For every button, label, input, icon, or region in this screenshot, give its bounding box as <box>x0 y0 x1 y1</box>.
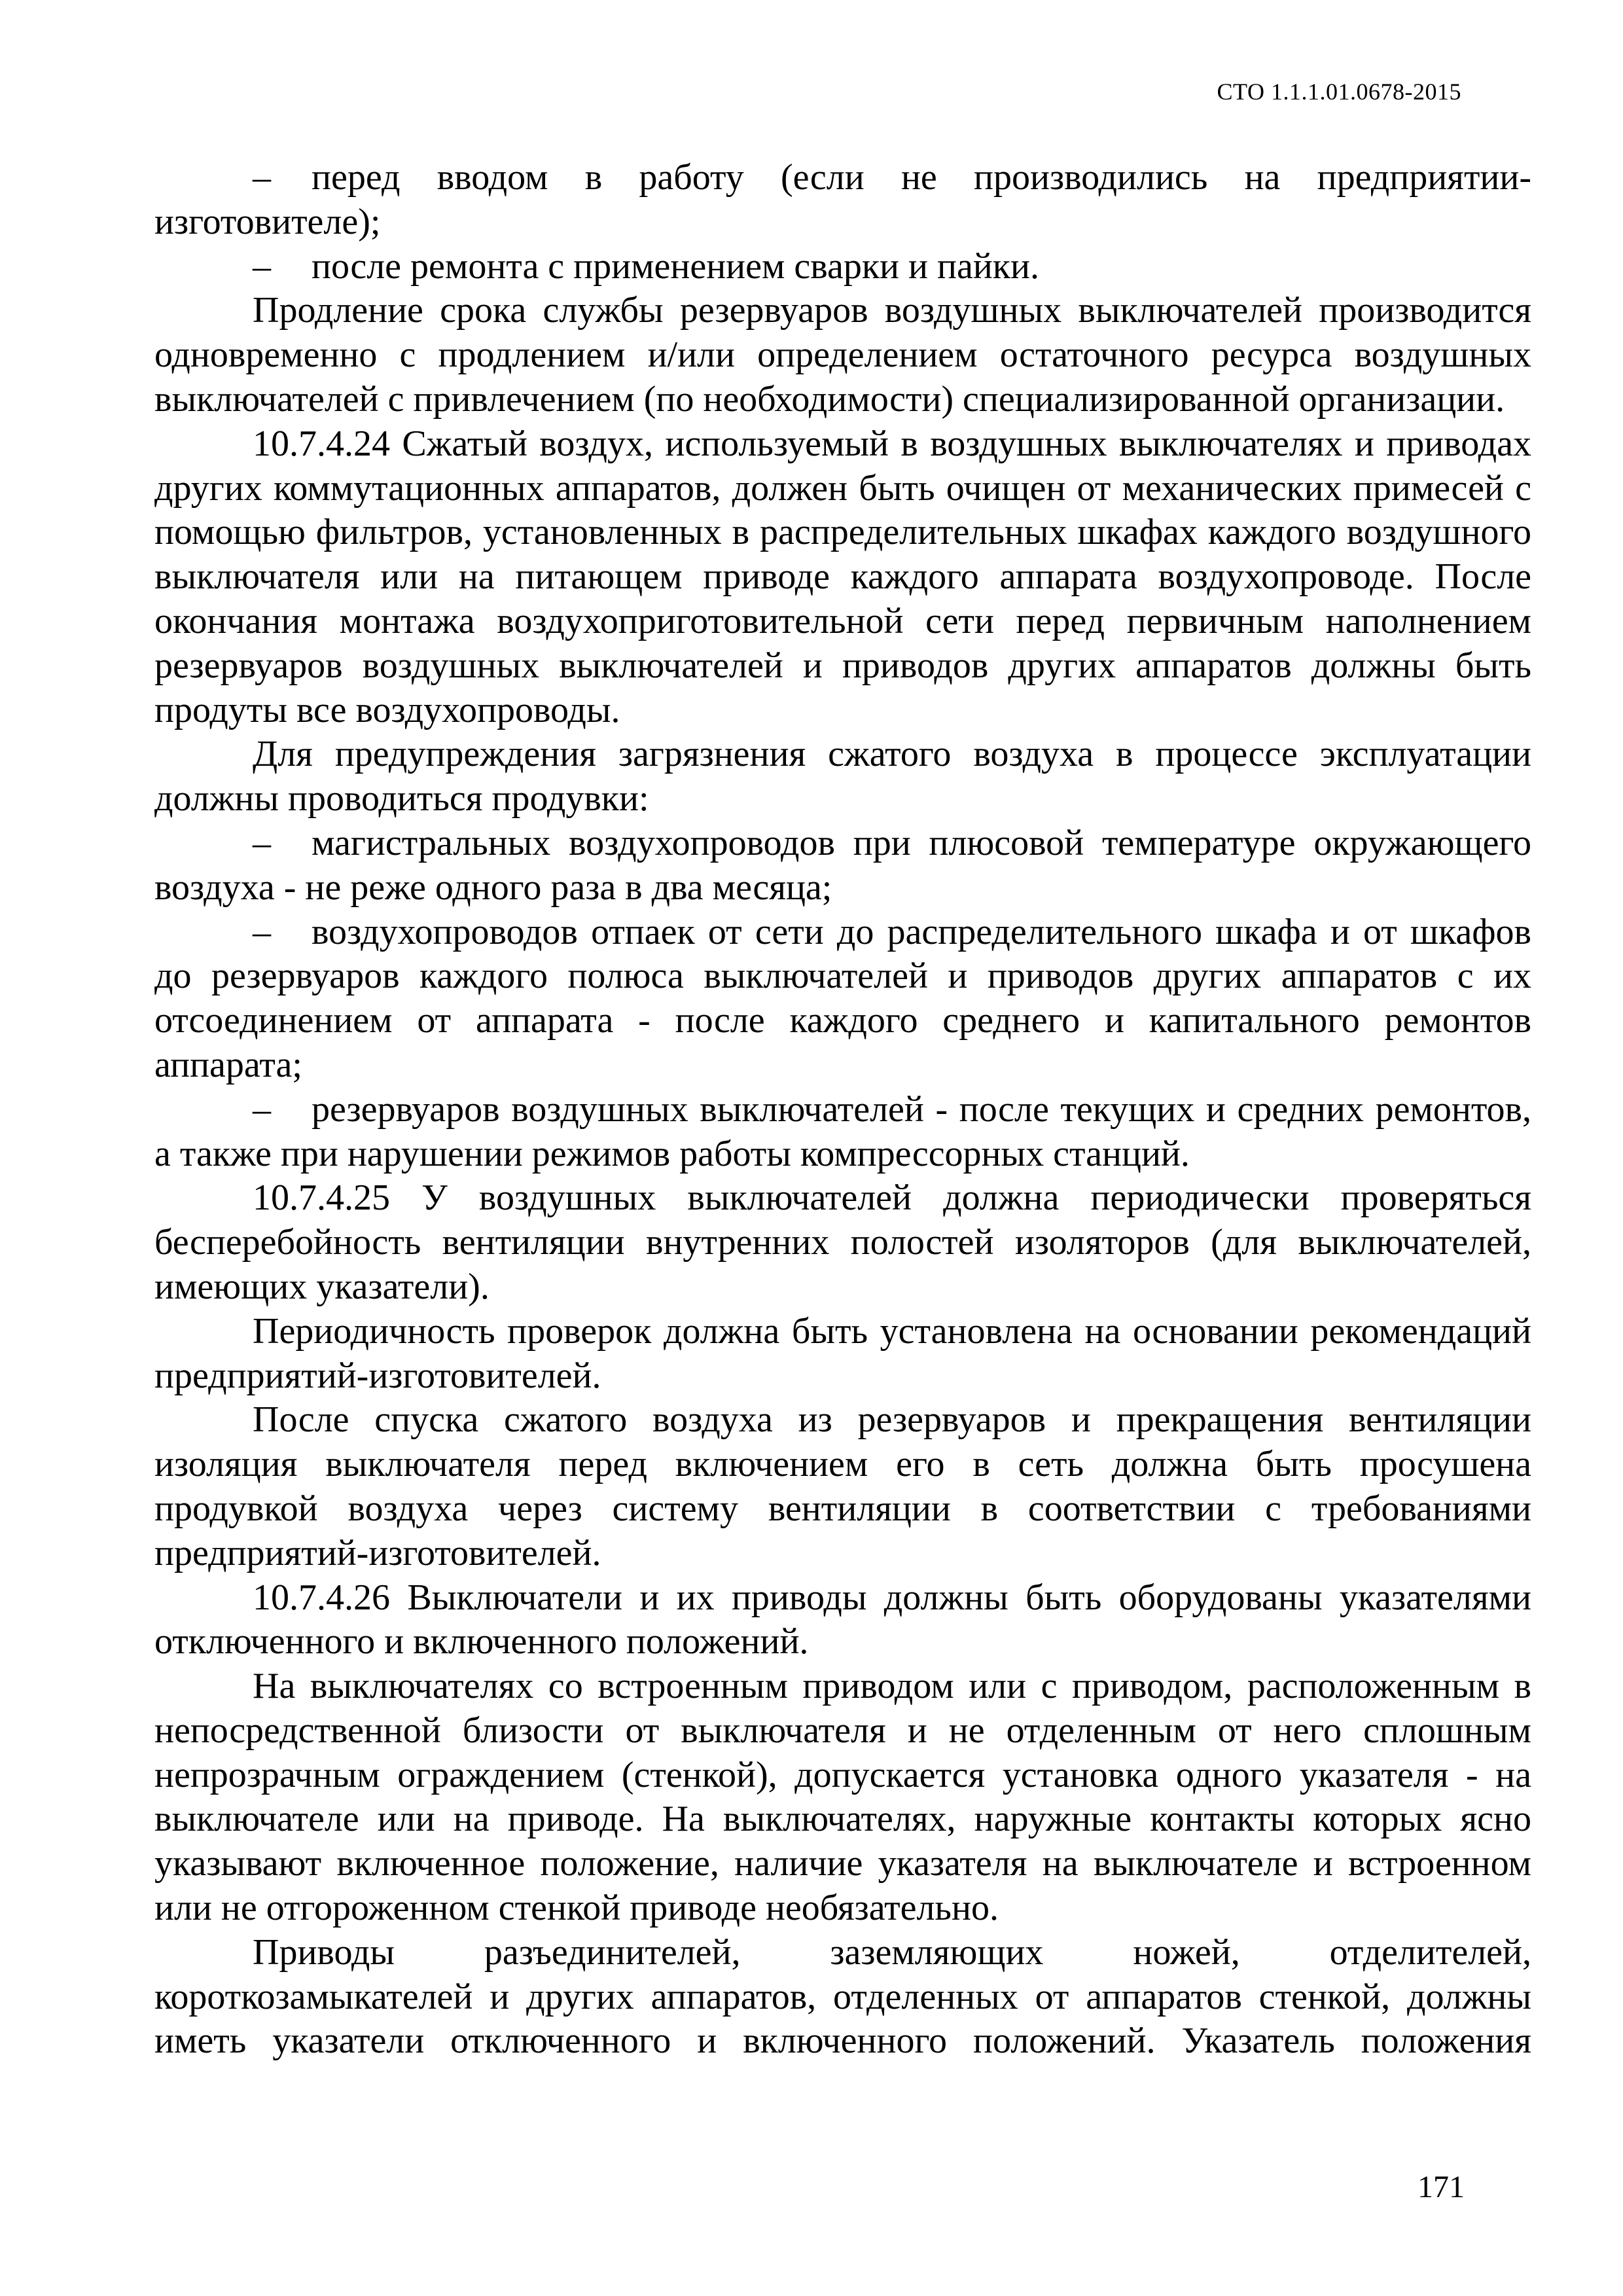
list-dash: – <box>253 1088 271 1130</box>
document-code: СТО 1.1.1.01.0678-2015 <box>1217 79 1461 105</box>
page-number: 171 <box>1418 2170 1465 2204</box>
list-item <box>154 1088 1531 1177</box>
list-item-text: после ремонта с применением сварки и пайки. <box>312 245 1039 287</box>
document-body <box>154 156 1531 2064</box>
paragraph-10-7-4-26: 10.7.4.26 Выключатели и их приводы должны быть оборудованы указателями отключенного и включенного положений. <box>154 1577 1531 1662</box>
list-item-text: перед вводом в работу (если не производились на предприятии-изготовителе); <box>154 157 1531 242</box>
list-item <box>154 821 1531 910</box>
paragraph: После спуска сжатого воздуха из резервуаров и прекращения вентиляции изоляция выключателя перед включением его в сеть должна быть просушена продувкой воздуха через систему вентиляции в соответствии с требованиями предприятий-изготовителей. <box>154 1399 1531 1573</box>
paragraph: Продление срока службы резервуаров воздушных выключателей производится одновременно с продлением и/или определением остаточного ресурса воздушных выключателей с привлечением (по необходимости) специализированной организации. <box>154 290 1531 420</box>
paragraph: На выключателях со встроенным приводом или с приводом, расположенным в непосредственной близости от выключателя и не отделенным от него сплошным непрозрачным ограждением (стенкой), допускается установка одного указателя - на выключателе или на приводе. На выключателях, наружные контакты которых ясно указывают включенное положение, наличие указателя на выключателе и встроенном или не отгороженном стенкой приводе необязательно. <box>154 1666 1531 1929</box>
list-item <box>154 156 1531 245</box>
list-dash: – <box>253 911 271 952</box>
paragraph-10-7-4-24: 10.7.4.24 Сжатый воздух, используемый в воздушных выключателях и приводах других коммутационных аппаратов, должен быть очищен от механических примесей с помощью фильтров, установленных в распределительных шкафах каждого воздушного выключателя или на питающем приводе каждого аппарата воздухопроводе. После окончания монтажа воздухоприготовительной сети перед первичным наполнением резервуаров воздушных выключателей и приводов других аппаратов должны быть продуты все воздухопроводы. <box>154 423 1531 730</box>
list-item-text: резервуаров воздушных выключателей - после текущих и средних ремонтов, а также при нарушении режимов работы компрессорных станций. <box>154 1088 1531 1174</box>
list-item-text: воздухопроводов отпаек от сети до распределительного шкафа и от шкафов до резервуаров каждого полюса выключателей и приводов других аппаратов с их отсоединением от аппарата - после каждого среднего и капитального ремонтов аппарата; <box>154 911 1531 1085</box>
list-item <box>154 910 1531 1088</box>
list-dash: – <box>253 157 271 198</box>
list-item-text: магистральных воздухопроводов при плюсовой температуре окружающего воздуха - не реже одного раза в два месяца; <box>154 822 1531 908</box>
list-dash: – <box>253 822 271 863</box>
paragraph: Периодичность проверок должна быть установлена на основании рекомендаций предприятий-изготовителей. <box>154 1310 1531 1396</box>
list-item <box>154 245 1531 289</box>
paragraph: Для предупреждения загрязнения сжатого воздуха в процессе эксплуатации должны проводиться продувки: <box>154 734 1531 819</box>
paragraph-10-7-4-25: 10.7.4.25 У воздушных выключателей должна периодически проверяться бесперебойность вентиляции внутренних полостей изоляторов (для выключателей, имеющих указатели). <box>154 1177 1531 1307</box>
list-dash: – <box>253 245 271 287</box>
paragraph-continued: Приводы разъединителей, заземляющих ножей, отделителей, короткозамыкателей и других аппаратов, отделенных от аппаратов стенкой, должны иметь указатели отключенного и включенного положений. Указатель положения <box>154 1931 1531 2062</box>
